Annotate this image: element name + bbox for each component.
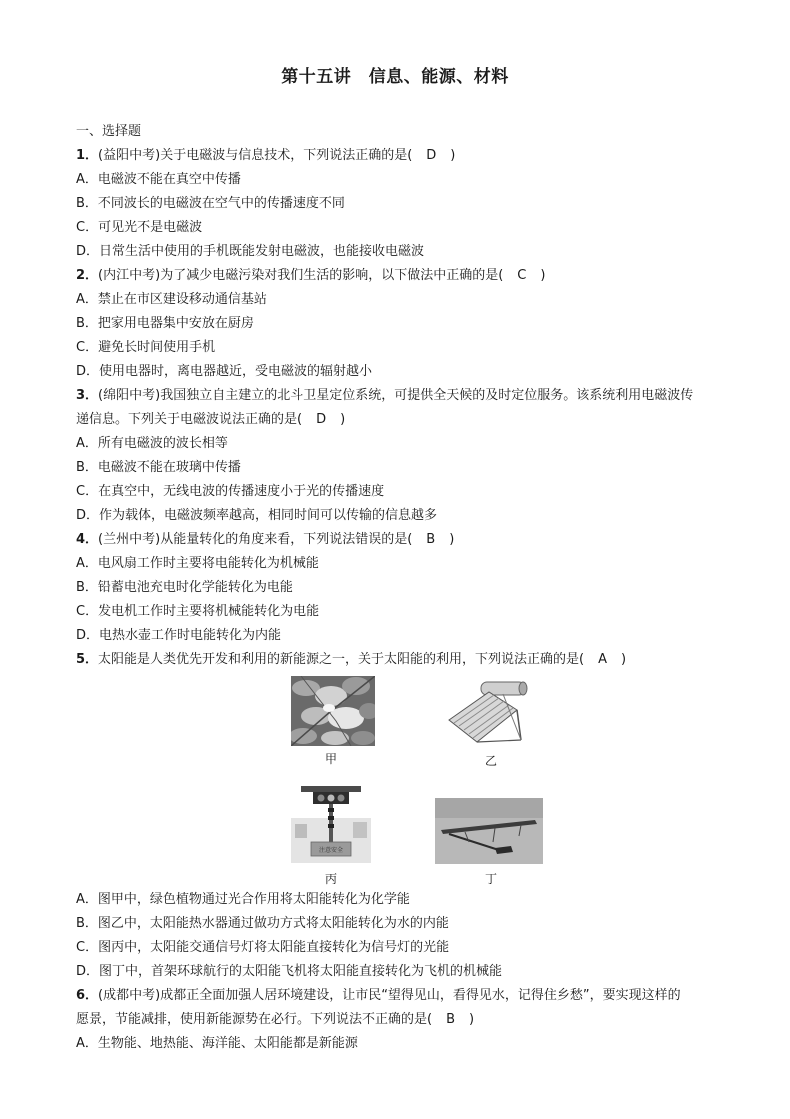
- answer: B: [446, 1012, 455, 1027]
- question-text: 递信息。下列关于电磁波说法正确的是(: [76, 412, 303, 427]
- option-d: D．图丁中，首架环球航行的太阳能飞机将太阳能直接转化为飞机的机械能: [76, 964, 503, 979]
- figure-yi-solar-heater-image: [441, 680, 531, 748]
- figure-jia-leaves-image: [291, 676, 375, 746]
- option-a: A．所有电磁波的波长相等: [76, 436, 228, 451]
- figure-jia-label: 甲: [325, 752, 338, 766]
- option-a: A．电磁波不能在真空中传播: [76, 172, 241, 187]
- option-c: C．在真空中，无线电波的传播速度小于光的传播速度: [76, 484, 385, 499]
- figure-bing-label: 丙: [325, 872, 338, 886]
- option-d: D．作为载体，电磁波频率越高，相同时间可以传输的信息越多: [76, 508, 438, 523]
- question-number: 6．: [76, 988, 99, 1003]
- answer-close: ): [449, 532, 455, 547]
- option-d: D．使用电器时，离电器越近，受电磁波的辐射越小: [76, 364, 373, 379]
- answer: A: [598, 652, 608, 667]
- solar-airplane-icon: [435, 798, 543, 864]
- option-a: A．图甲中，绿色植物通过光合作用将太阳能转化为化学能: [76, 892, 410, 907]
- option-c: C．可见光不是电磁波: [76, 220, 203, 235]
- question-number: 5．: [76, 652, 99, 667]
- question-text: 愿景，节能减排，使用新能源势在必行。下列说法不正确的是(: [76, 1012, 433, 1027]
- question-text: (成都中考)成都正全面加强人居环境建设，让市民“望得见山，看得见水，记得住乡愁”，要实现这样的: [98, 988, 681, 1003]
- question-text: (绵阳中考)我国独立自主建立的北斗卫星定位系统，可提供全天候的及时定位服务。该系统利用电磁波传: [98, 388, 694, 403]
- figure-yi-label: 乙: [485, 754, 498, 768]
- option-d: D．电热水壶工作时电能转化为内能: [76, 628, 282, 643]
- question-number: 3．: [76, 388, 99, 403]
- section-heading: 一、选择题: [76, 124, 142, 139]
- question-3-stem: [76, 387, 693, 405]
- option-b: B．图乙中，太阳能热水器通过做功方式将太阳能转化为水的内能: [76, 916, 449, 931]
- figure-ding-solar-plane-image: [435, 798, 543, 864]
- answer: C: [517, 268, 527, 283]
- question-4-stem: [76, 531, 454, 549]
- question-number: 2．: [76, 268, 99, 283]
- question-6-stem: [76, 987, 681, 1005]
- option-b: B．电磁波不能在玻璃中传播: [76, 460, 241, 475]
- answer-close: ): [469, 1012, 475, 1027]
- question-6-stem-cont: [76, 1011, 474, 1029]
- question-number: 4．: [76, 532, 99, 547]
- question-3-stem-cont: [76, 411, 345, 429]
- option-a: A．电风扇工作时主要将电能转化为机械能: [76, 556, 319, 571]
- answer: D: [426, 148, 437, 163]
- option-b: B．铅蓄电池充电时化学能转化为电能: [76, 580, 293, 595]
- question-5-stem: [76, 651, 626, 669]
- option-a: A．禁止在市区建设移动通信基站: [76, 292, 267, 307]
- option-b: B．把家用电器集中安放在厨房: [76, 316, 254, 331]
- option-b: B．不同波长的电磁波在空气中的传播速度不同: [76, 196, 345, 211]
- question-text: 太阳能是人类优先开发和利用的新能源之一，关于太阳能的利用，下列说法正确的是(: [98, 652, 585, 667]
- question-text: (兰州中考)从能量转化的角度来看，下列说法错误的是(: [98, 532, 413, 547]
- answer-close: ): [540, 268, 546, 283]
- question-2-stem: [76, 267, 545, 285]
- question-text: (益阳中考)关于电磁波与信息技术，下列说法正确的是(: [98, 148, 413, 163]
- answer: D: [316, 412, 327, 427]
- figure-bing-traffic-light-image: [291, 778, 371, 863]
- answer-close: ): [621, 652, 627, 667]
- figure-ding-label: 丁: [485, 872, 498, 886]
- leaves-icon: [291, 676, 375, 746]
- option-a: A．生物能、地热能、海洋能、太阳能都是新能源: [76, 1036, 358, 1051]
- option-c: C．图丙中，太阳能交通信号灯将太阳能直接转化为信号灯的光能: [76, 940, 450, 955]
- answer: B: [426, 532, 436, 547]
- answer-close: ): [340, 412, 346, 427]
- option-c: C．发电机工作时主要将机械能转化为电能: [76, 604, 320, 619]
- traffic-sign-text: 注意安全: [318, 847, 344, 854]
- question-text: (内江中考)为了减少电磁污染对我们生活的影响，以下做法中正确的是(: [98, 268, 504, 283]
- solar-traffic-light-icon: [291, 778, 371, 863]
- solar-water-heater-icon: [441, 680, 531, 748]
- question-number: 1．: [76, 148, 99, 163]
- answer-close: ): [450, 148, 456, 163]
- page-title: 第十五讲 信息、能源、材料: [281, 67, 509, 87]
- option-c: C．避免长时间使用手机: [76, 340, 216, 355]
- question-1-stem: [76, 147, 455, 165]
- option-d: D．日常生活中使用的手机既能发射电磁波，也能接收电磁波: [76, 244, 425, 259]
